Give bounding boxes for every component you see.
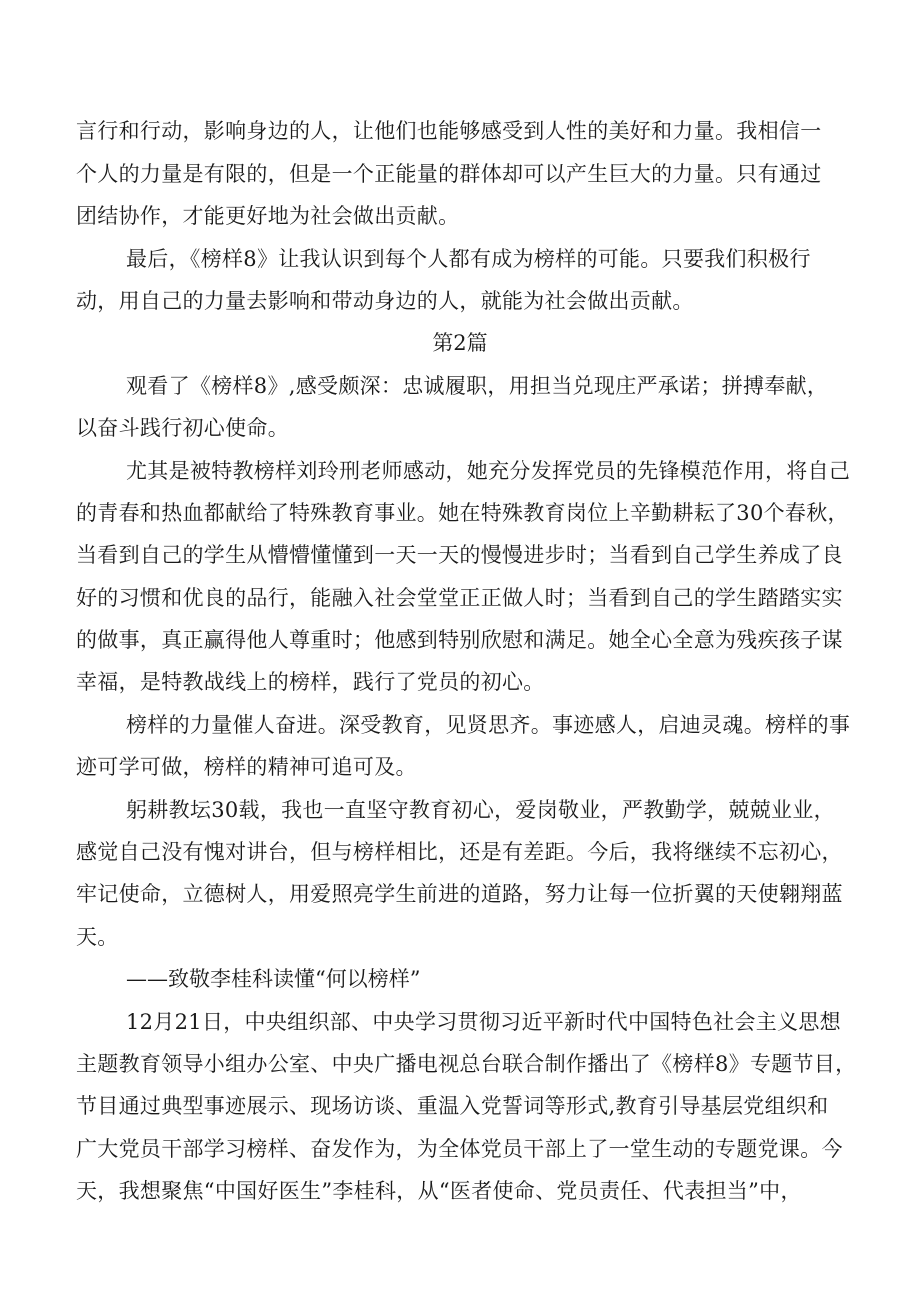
text-line: 的做事，真正赢得他人尊重时；他感到特别欣慰和满足。她全心全意为残疾孩子谋 bbox=[76, 628, 843, 652]
text-line: 节目通过典型事迹展示、现场访谈、重温入党誓词等形式,教育引导基层党组织和 bbox=[76, 1094, 829, 1118]
text-line: 感觉自己没有愧对讲台，但与榜样相比，还是有差距。今后，我将继续不忘初心， bbox=[76, 840, 843, 864]
text-line: 12月21日，中央组织部、中央学习贯彻习近平新时代中国特色社会主义思想 bbox=[126, 1010, 841, 1034]
text-line: 天，我想聚焦“中国好医生”李桂科，从“医者使命、党员责任、代表担当”中， bbox=[76, 1179, 802, 1203]
text-line: 躬耕教坛30载，我也一直坚守教育初心，爱岗敬业，严教勤学，兢兢业业， bbox=[126, 798, 835, 822]
text-line: 幸福，是特教战线上的榜样，践行了党员的初心。 bbox=[76, 670, 545, 694]
text-line: 最后，《榜样8》让我认识到每个人都有成为榜样的可能。只要我们积极行 bbox=[126, 247, 811, 271]
text-line: 当看到自己的学生从懵懵懂懂到一天一天的慢慢进步时；当看到自己学生养成了良 bbox=[76, 543, 843, 567]
text-line: 好的习惯和优良的品行，能融入社会堂堂正正做人时；当看到自己的学生踏踏实实 bbox=[76, 586, 843, 610]
text-line: 团结协作，才能更好地为社会做出贡献。 bbox=[76, 204, 460, 228]
text-line: 尤其是被特教榜样刘玲刑老师感动，她充分发挥党员的先锋模范作用，将自己 bbox=[126, 459, 851, 483]
text-line: 牢记使命，立德树人，用爱照亮学生前进的道路，努力让每一位折翼的天使翱翔蓝 bbox=[76, 882, 843, 906]
text-line: 的青春和热血都献给了特殊教育事业。她在特殊教育岗位上辛勤耕耘了30个春秋， bbox=[76, 501, 849, 525]
text-line: 动，用自己的力量去影响和带动身边的人，就能为社会做出贡献。 bbox=[76, 289, 694, 313]
text-line: 广大党员干部学习榜样、奋发作为，为全体党员干部上了一堂生动的专题党课。今 bbox=[76, 1137, 843, 1161]
subtitle-line: ——致敬李桂科读懂“何以榜样” bbox=[126, 967, 421, 991]
text-line: 言行和行动，影响身边的人，让他们也能够感受到人性的美好和力量。我相信一 bbox=[76, 119, 822, 143]
text-line: 榜样的力量催人奋进。深受教育，见贤思齐。事迹感人，启迪灵魂。榜样的事 bbox=[126, 713, 851, 737]
text-line: 观看了《榜样8》,感受颇深：忠诚履职，用担当兑现庄严承诺；拼搏奉献， bbox=[126, 374, 829, 398]
text-line: 个人的力量是有限的，但是一个正能量的群体却可以产生巨大的力量。只有通过 bbox=[76, 162, 822, 186]
text-line: 主题教育领导小组办公室、中央广播电视总台联合制作播出了《榜样8》专题节目， bbox=[76, 1052, 857, 1076]
text-line: 以奋斗践行初心使命。 bbox=[76, 416, 289, 440]
text-line: 天。 bbox=[76, 925, 119, 949]
section-heading: 第2篇 bbox=[432, 331, 488, 355]
text-line: 迹可学可做，榜样的精神可追可及。 bbox=[76, 755, 417, 779]
